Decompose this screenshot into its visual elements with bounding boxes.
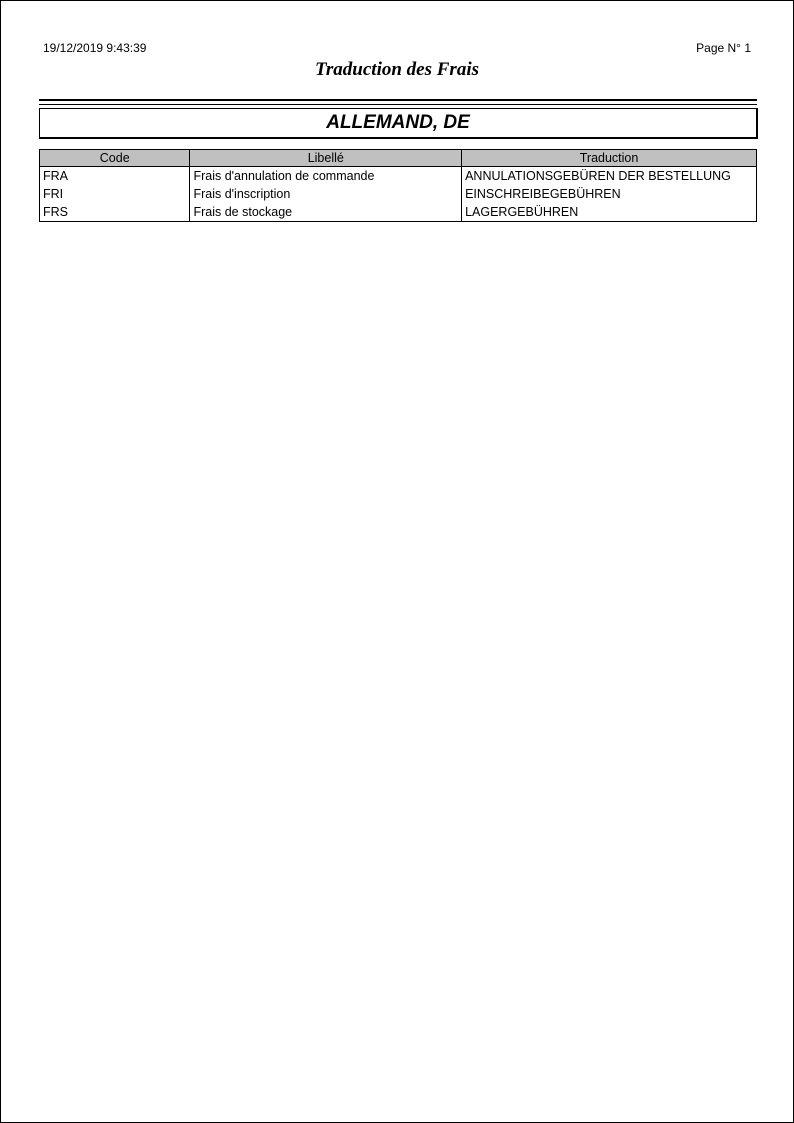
cell-code: FRA	[40, 167, 190, 186]
print-timestamp: 19/12/2019 9:43:39	[43, 41, 147, 55]
cell-code: FRI	[40, 185, 190, 203]
table-header-row	[40, 150, 757, 167]
page-number: Page N° 1	[696, 41, 751, 55]
column-header-code: Code	[40, 150, 190, 167]
cell-traduction: ANNULATIONSGEBÜREN DER BESTELLUNG	[462, 167, 757, 186]
table-row	[40, 203, 757, 222]
cell-traduction: EINSCHREIBEGEBÜHREN	[462, 185, 757, 203]
cell-traduction: LAGERGEBÜHREN	[462, 203, 757, 222]
cell-libelle: Frais d'inscription	[190, 185, 462, 203]
header-rule-thin	[39, 104, 757, 105]
report-title: Traduction des Frais	[315, 59, 479, 80]
column-header-traduction: Traduction	[462, 150, 757, 167]
cell-code: FRS	[40, 203, 190, 222]
table-row	[40, 167, 757, 186]
column-header-libelle: Libellé	[190, 150, 462, 167]
cell-libelle: Frais d'annulation de commande	[190, 167, 462, 186]
language-heading: ALLEMAND, DE	[39, 108, 758, 139]
cell-libelle: Frais de stockage	[190, 203, 462, 222]
header-rule-thick	[39, 99, 757, 101]
fees-table	[39, 149, 757, 222]
table-row	[40, 185, 757, 203]
